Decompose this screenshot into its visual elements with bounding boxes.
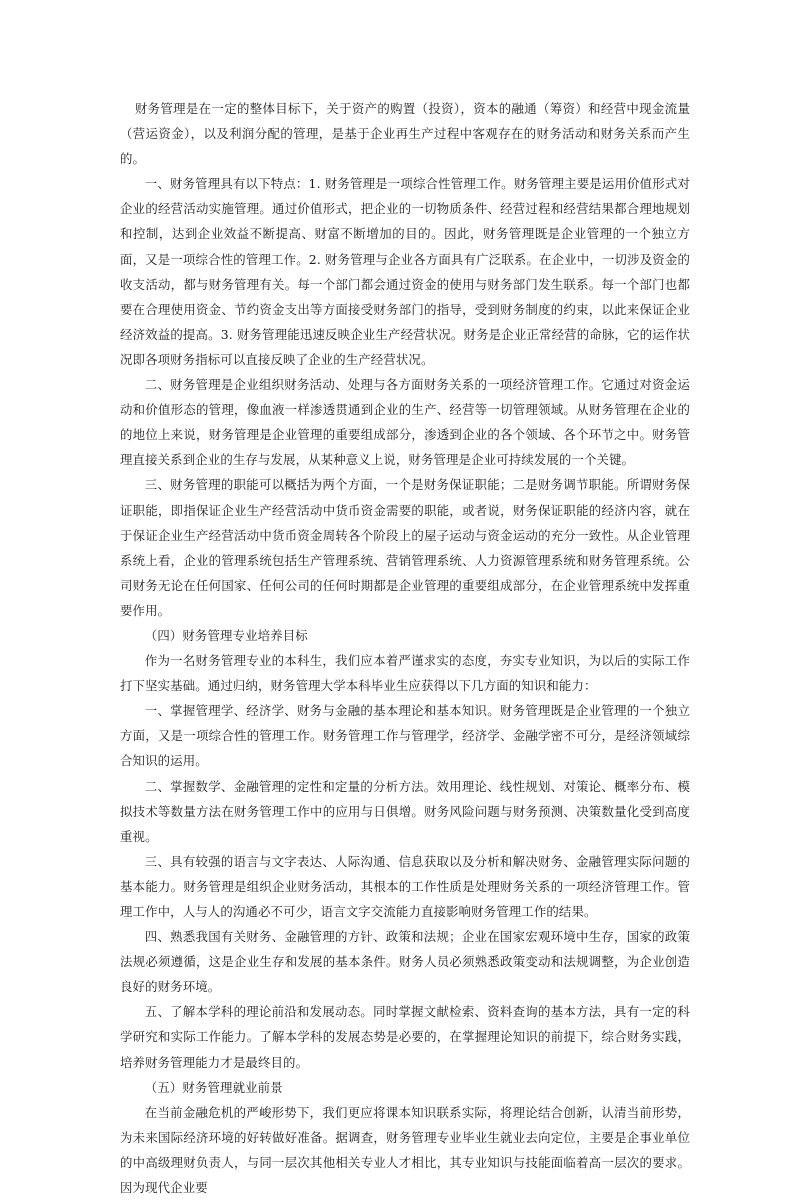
paragraph-goals-intro: 作为一名财务管理专业的本科生，我们应本着严谨求实的态度，夯实专业知识，为以后的实际工作打下坚实基础。通过归纳，财务管理大学本科毕业生应获得以下几方面的知识和能力： — [120, 653, 690, 694]
paragraph-intro: 财务管理是在一定的整体目标下，关于资产的购置（投资），资本的融通（筹资）和经营中现金流量（营运资金），以及利润分配的管理，是基于企业再生产过程中客观存在的财务活动和财务关系而产生的。 — [120, 101, 690, 167]
paragraph-goal-5: 五、了解本学科的理论前沿和发展动态。同时掌握文献检索、资料查询的基本方法，具有一定的科学研究和实际工作能力。了解本学科的发展态势是必要的，在掌握理论知识的前提下，综合财务实践，培养财务管理能力才是最终目的。 — [120, 1004, 690, 1070]
paragraph-goal-4: 四、熟悉我国有关财务、金融管理的方针、政策和法规；企业在国家宏观环境中生存，国家的政策法规必须遵循，这是企业生存和发展的基本条件。财务人员必须熟悉政策变动和法规调整，为企业创造良好的财务环境。 — [120, 929, 690, 995]
paragraph-goal-2: 二、掌握数学、金融管理的定性和定量的分析方法。效用理论、线性规划、对策论、概率分布、模拟技术等数量方法在财务管理工作中的应用与日俱增。财务风险问题与财务预测、决策数量化受到高度重视。 — [120, 778, 690, 844]
paragraph-functions: 三、财务管理的职能可以概括为两个方面，一个是财务保证职能；二是财务调节职能。所谓财务保证职能，即指保证企业生产经营活动中货币资金需要的职能，或者说，财务保证职能的经济内容，就在于保证企业生产经营活动中货币资金周转各个阶段上的屋子运动与资金运动的充分一致性。从企业管理系统上看，企业的管理系统包括生产管理系统、营销管理系统、人力资源管理系统和财务管理系统。公司财务无论在任何国家、任何公司的任何时期都是企业管理的重要组成部分，在企业管理系统中发挥重要作用。 — [120, 477, 690, 618]
paragraph-organization: 二、财务管理是企业组织财务活动、处理与各方面财务关系的一项经济管理工作。它通过对资金运动和价值形态的管理，像血液一样渗透贯通到企业的生产、经营等一切管理领域。从财务管理在企业的的地位上来说，财务管理是企业管理的重要组成部分，渗透到企业的各个领域、各个环节之中。财务管理直接关系到企业的生存与发展，从某种意义上说，财务管理是企业可持续发展的一个关键。 — [120, 377, 690, 468]
section-heading-career-outlook: （五）财务管理就业前景 — [144, 1079, 283, 1095]
document-body — [120, 96, 690, 1200]
paragraph-features: 一、财务管理具有以下特点：1. 财务管理是一项综合性管理工作。财务管理主要是运用价值形式对企业的经营活动实施管理。通过价值形式，把企业的一切物质条件、经营过程和经营结果都合理地规划和控制，达到企业效益不断提高、财富不断增加的目的。因此，财务管理既是企业管理的一个独立方面，又是一项综合性的管理工作。2. 财务管理与企业各方面具有广泛联系。在企业中，一切涉及资金的收支活动，都与财务管理有关。每一个部门都会通过资金的使用与财务部门发生联系。每一个部门也都要在合理使用资金、节约资金支出等方面接受财务部门的指导，受到财务制度的约束，以此来保证企业经济效益的提高。3. 财务管理能迅速反映企业生产经营状况。财务是企业正常经营的命脉，它的运作状况即各项财务指标可以直接反映了企业的生产经营状况。 — [120, 176, 690, 367]
section-heading-training-goals: （四）财务管理专业培养目标 — [144, 627, 308, 643]
paragraph-career: 在当前金融危机的严峻形势下，我们更应将课本知识联系实际，将理论结合创新，认清当前形势，为未来国际经济环境的好转做好准备。据调查，财务管理专业毕业生就业去向定位，主要是企事业单位的中高级理财负责人，与同一层次其他相关专业人才相比，其专业知识与技能面临着高一层次的要求。因为现代企业要 — [120, 1104, 690, 1196]
paragraph-goal-1: 一、掌握管理学、经济学、财务与金融的基本理论和基本知识。财务管理既是企业管理的一个独立方面，又是一项综合性的管理工作。财务管理工作与管理学，经济学、金融学密不可分，是经济领域综合知识的运用。 — [120, 703, 690, 769]
paragraph-goal-3: 三、具有较强的语言与文字表达、人际沟通、信息获取以及分析和解决财务、金融管理实际问题的基本能力。财务管理是组织企业财务活动，其根本的工作性质是处理财务关系的一项经济管理工作。管理工作中，人与人的沟通必不可少，语言文字交流能力直接影响财务管理工作的结果。 — [120, 853, 690, 919]
